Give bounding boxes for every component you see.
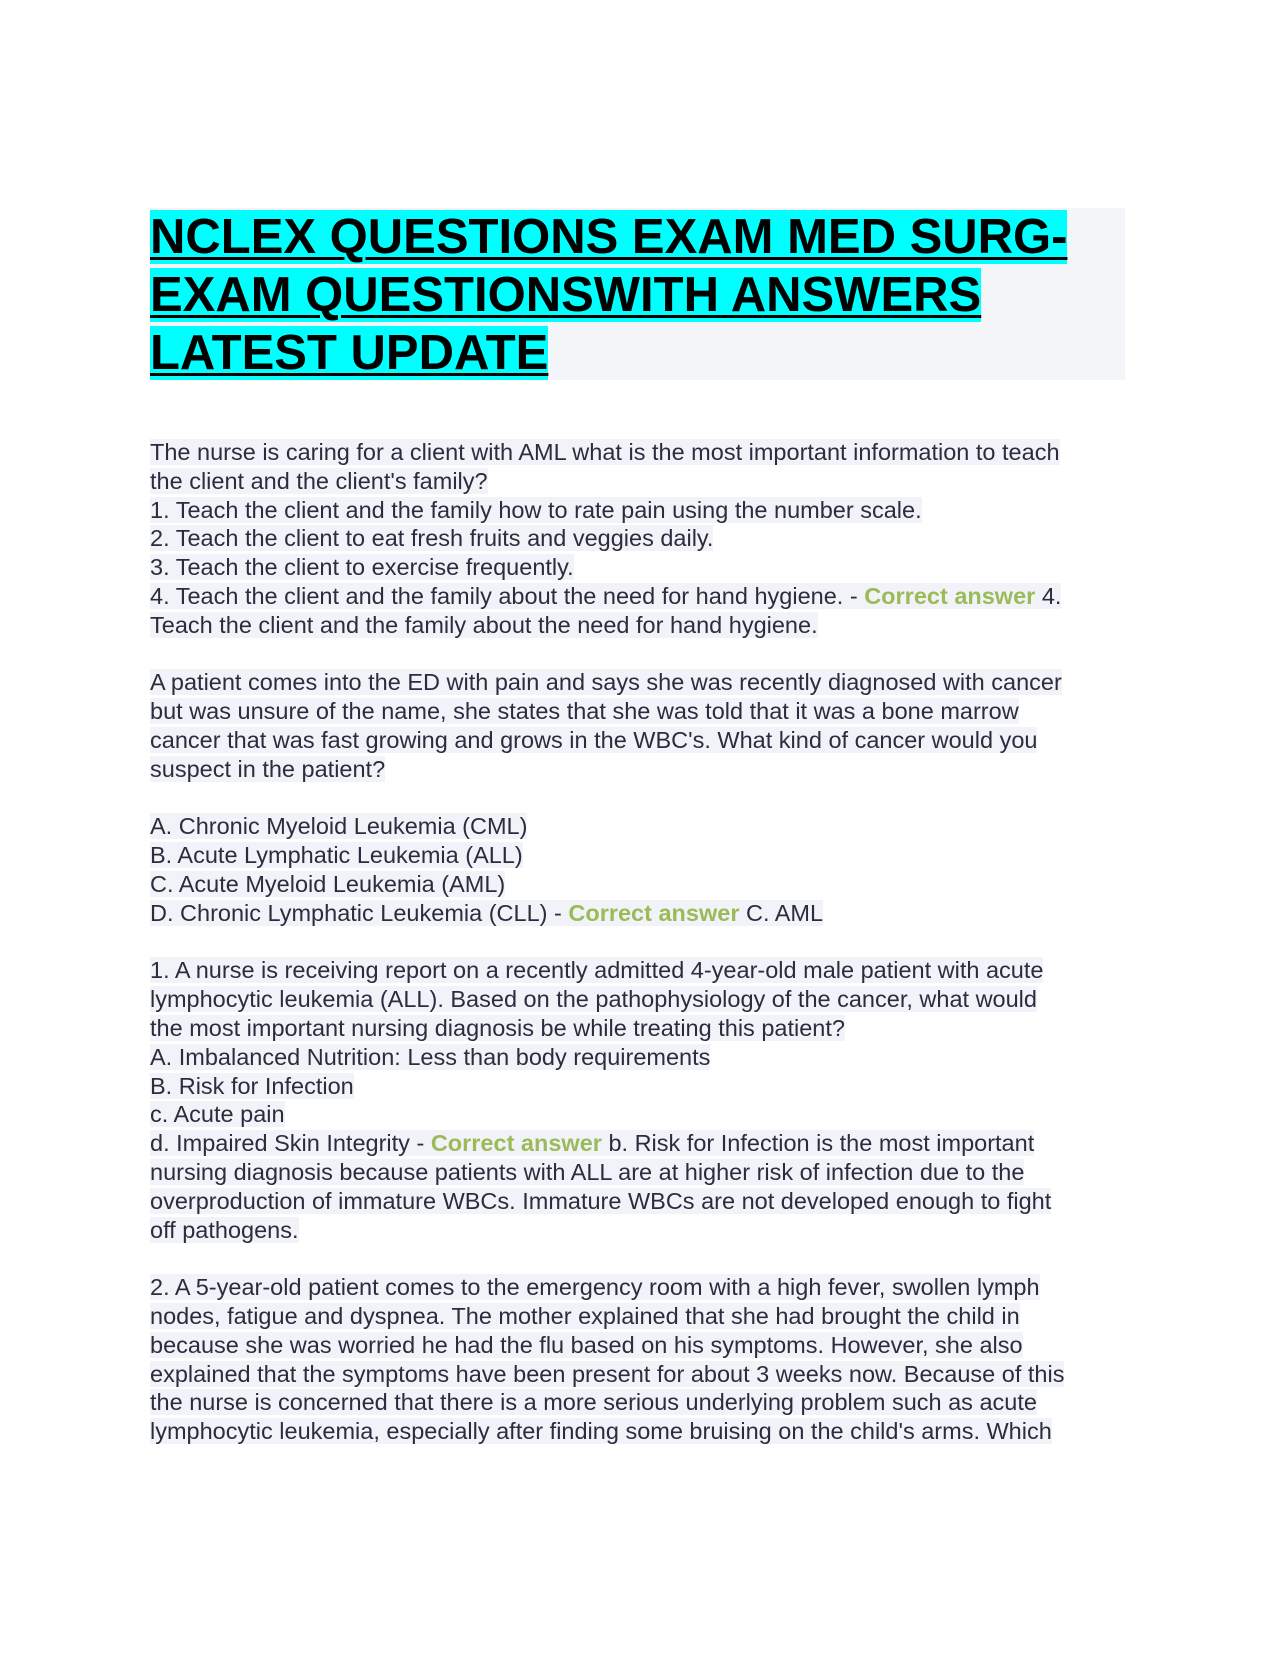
document-body <box>150 438 1125 1446</box>
correct-answer-label: Correct answer <box>568 899 740 926</box>
answer-text: b. Risk for Infection is the most important <box>601 1130 1035 1157</box>
document-page <box>150 208 1125 1475</box>
answer-text: nursing diagnosis because patients with ALL are at higher risk of infection due to the <box>150 1158 1025 1185</box>
answer-option: B. Acute Lymphatic Leukemia (ALL) <box>150 842 523 869</box>
question-block-4 <box>150 1273 1125 1446</box>
question-text: lymphocytic leukemia, especially after finding some bruising on the child's arms. Which <box>150 1418 1052 1445</box>
question-text: because she was worried he had the flu based on his symptoms. However, she also <box>150 1331 1023 1358</box>
answer-option: A. Imbalanced Nutrition: Less than body requirements <box>150 1043 711 1070</box>
title-line-1: NCLEX QUESTIONS EXAM MED SURG- <box>150 210 1068 264</box>
question-text: explained that the symptoms have been present for about 3 weeks now. Because of this <box>150 1360 1065 1387</box>
answer-option: 4. Teach the client and the family about the need for hand hygiene. - <box>150 582 865 609</box>
question-text: suspect in the patient? <box>150 755 386 782</box>
answer-text: 4. <box>1035 582 1062 609</box>
answer-options-2 <box>150 812 1125 927</box>
title-line-2: EXAM QUESTIONSWITH ANSWERS <box>150 268 982 322</box>
answer-option: 3. Teach the client to exercise frequently. <box>150 554 574 581</box>
question-text: A patient comes into the ED with pain and says she was recently diagnosed with cancer <box>150 669 1062 696</box>
question-text: the nurse is concerned that there is a more serious underlying problem such as acute <box>150 1389 1037 1416</box>
answer-text: Teach the client and the family about the need for hand hygiene. <box>150 611 818 638</box>
correct-answer-label: Correct answer <box>430 1130 602 1157</box>
answer-option: c. Acute pain <box>150 1101 285 1128</box>
question-text: 1. A nurse is receiving report on a recently admitted 4-year-old male patient with acute <box>150 957 1044 984</box>
answer-option: d. Impaired Skin Integrity - <box>150 1130 431 1157</box>
question-text: cancer that was fast growing and grows in the WBC's. What kind of cancer would you <box>150 726 1038 753</box>
answer-text: off pathogens. <box>150 1216 299 1243</box>
question-text: nodes, fatigue and dyspnea. The mother explained that she had brought the child in <box>150 1302 1020 1329</box>
question-text: lymphocytic leukemia (ALL). Based on the pathophysiology of the cancer, what would <box>150 986 1037 1013</box>
question-text: the most important nursing diagnosis be while treating this patient? <box>150 1014 845 1041</box>
answer-text: C. AML <box>739 899 824 926</box>
question-text: The nurse is caring for a client with AML what is the most important information to teach <box>150 439 1060 465</box>
answer-option: D. Chronic Lymphatic Leukemia (CLL) - <box>150 899 569 926</box>
question-text: 2. A 5-year-old patient comes to the emergency room with a high fever, swollen lymph <box>150 1274 1040 1301</box>
answer-option: 2. Teach the client to eat fresh fruits and veggies daily. <box>150 525 714 552</box>
question-block-2 <box>150 668 1125 783</box>
answer-option: 1. Teach the client and the family how to rate pain using the number scale. <box>150 496 922 523</box>
question-text: the client and the client's family? <box>150 467 488 494</box>
answer-option: C. Acute Myeloid Leukemia (AML) <box>150 870 506 897</box>
answer-option: B. Risk for Infection <box>150 1072 354 1099</box>
correct-answer-label: Correct answer <box>864 582 1036 609</box>
title-line-3: LATEST UPDATE <box>150 326 549 380</box>
question-block-1 <box>150 438 1125 640</box>
document-title <box>150 208 1125 382</box>
question-text: but was unsure of the name, she states that she was told that it was a bone marrow <box>150 698 1019 725</box>
answer-option: A. Chronic Myeloid Leukemia (CML) <box>150 813 528 840</box>
title-block <box>150 208 1125 380</box>
question-block-3 <box>150 956 1125 1244</box>
answer-text: overproduction of immature WBCs. Immature WBCs are not developed enough to fight <box>150 1187 1052 1214</box>
